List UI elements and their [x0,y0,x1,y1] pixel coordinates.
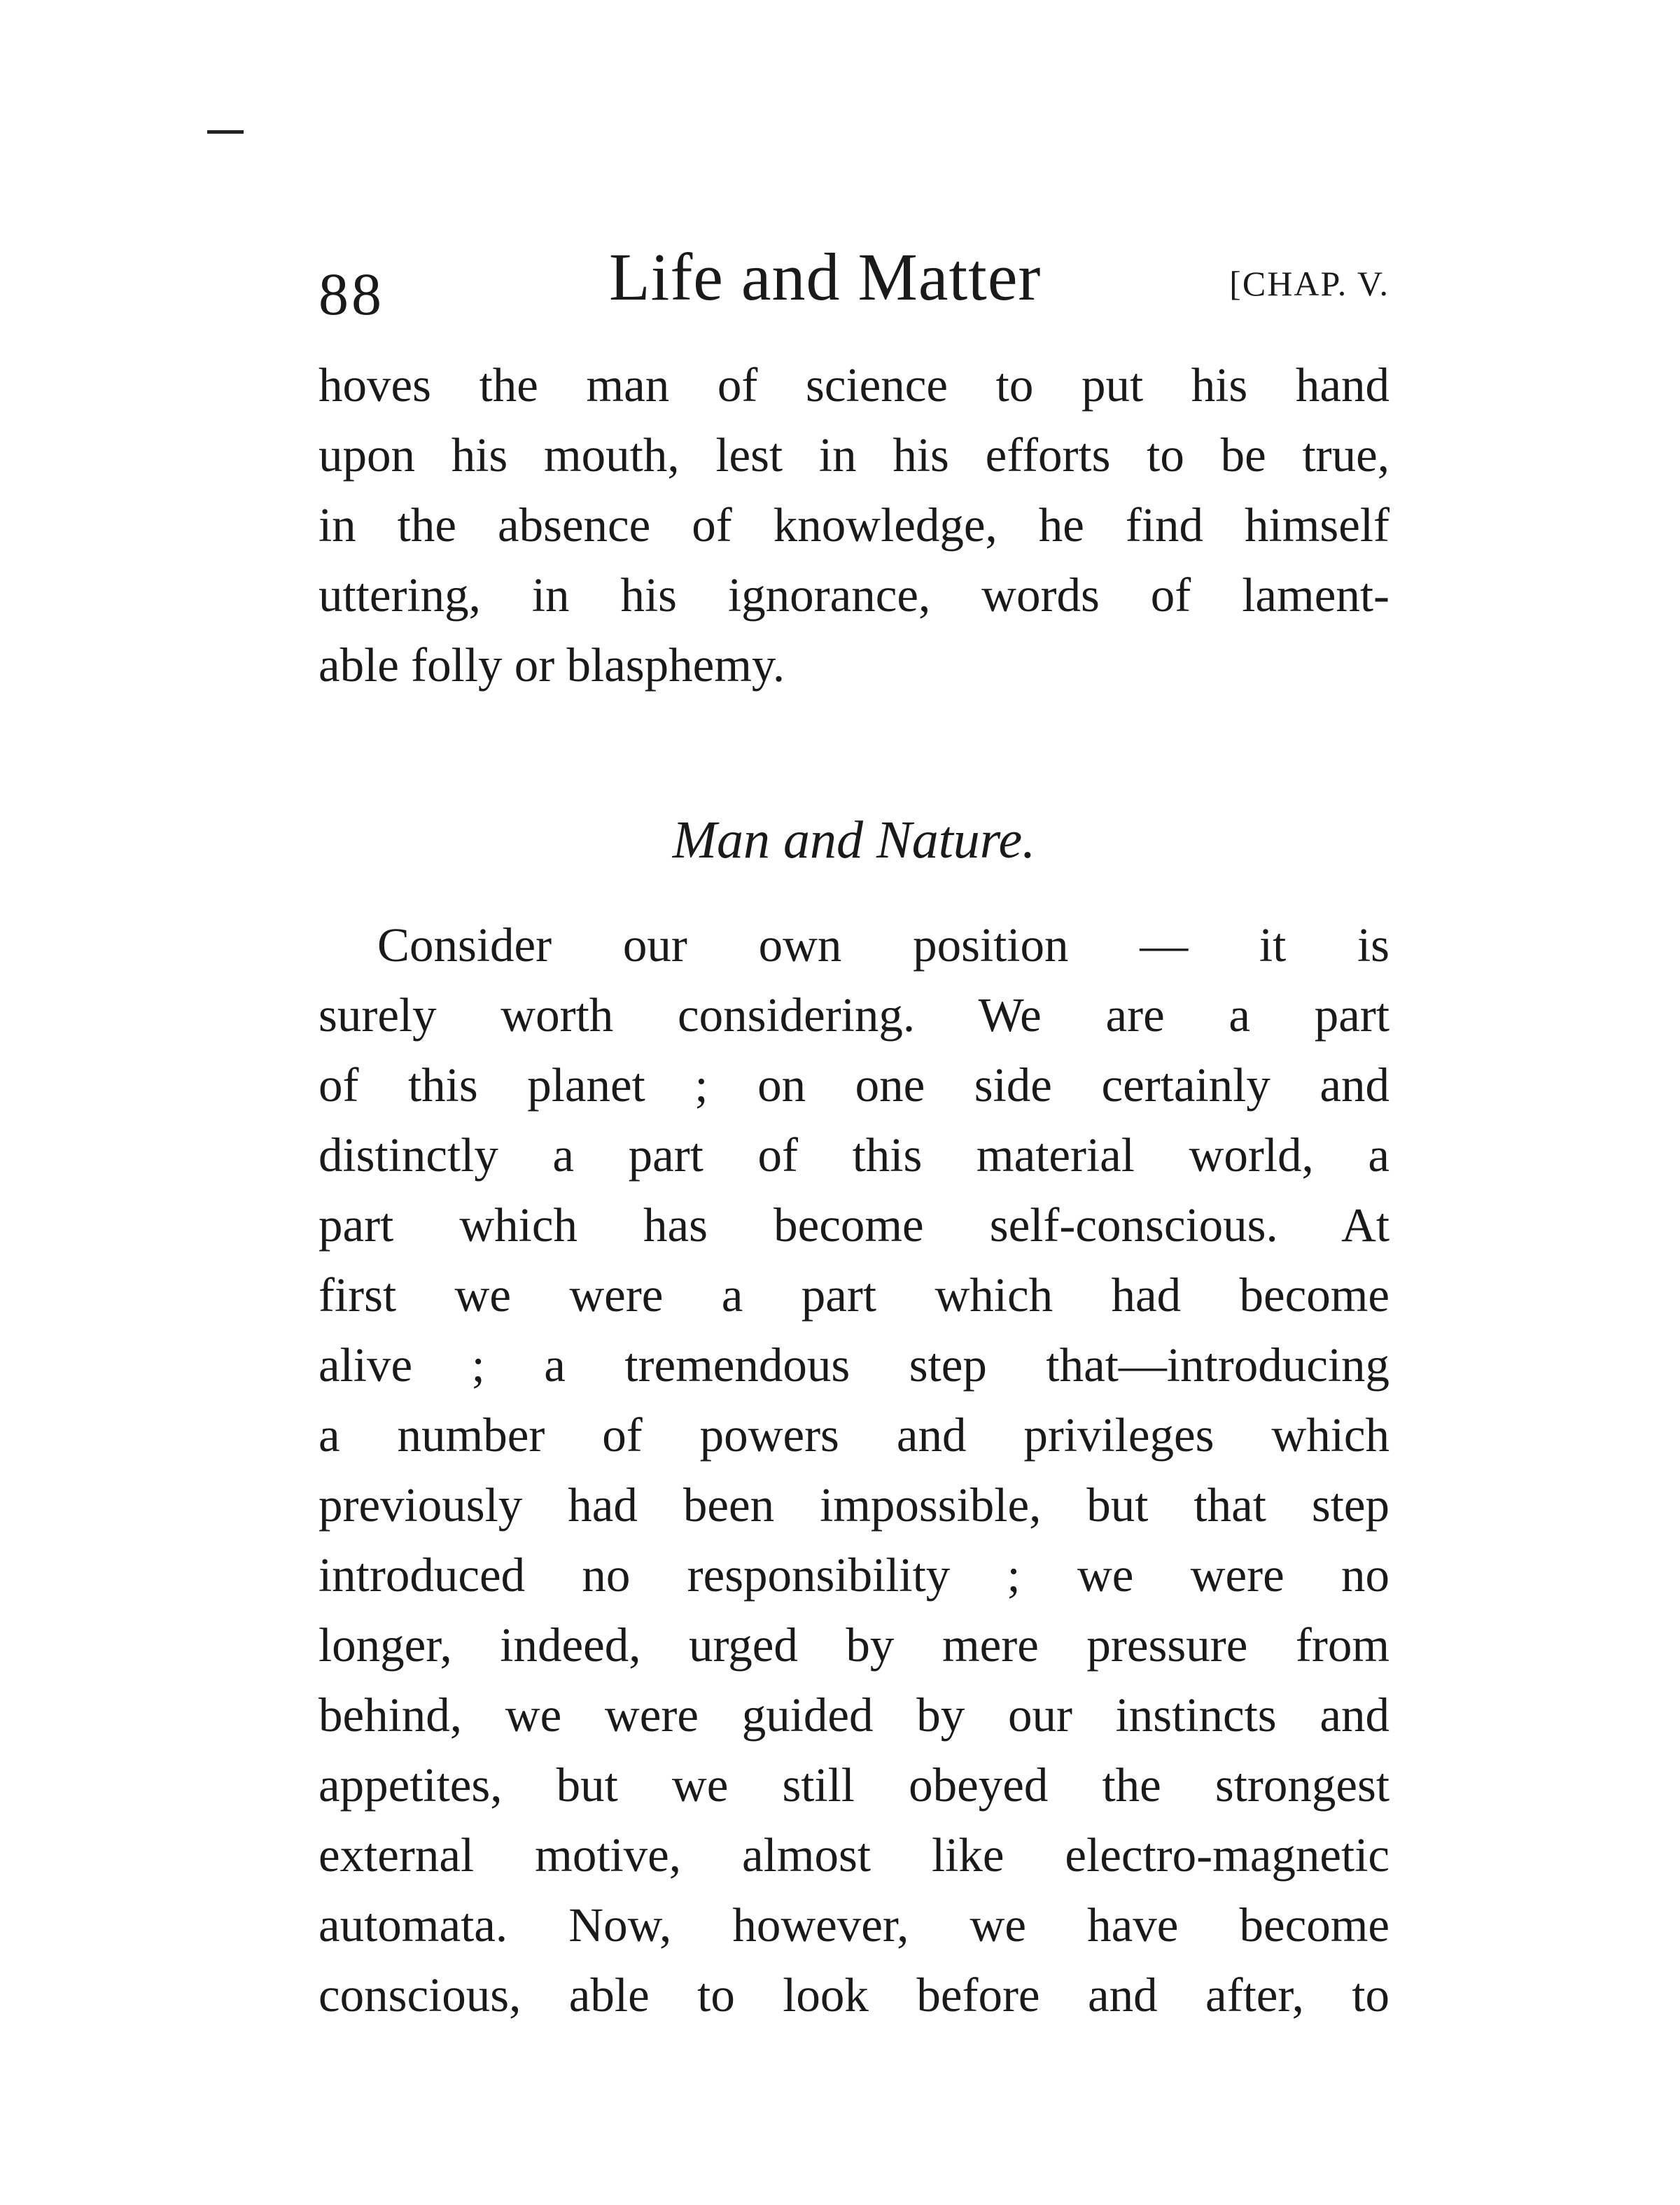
text-line: longer, indeed, urged by mere pressure from [318,1618,1390,1672]
text-line: part which has become self-conscious. At [318,1198,1390,1252]
text-line: Consider our own position — it is [377,918,1390,972]
text-line: behind, we were guided by our instincts and [318,1688,1390,1742]
text-line: upon his mouth, lest in his efforts to be true, [318,428,1390,482]
text-line: able folly or blasphemy. [318,638,785,692]
text-line: uttering, in his ignorance, words of lament- [318,568,1390,622]
page-header [318,231,1390,336]
running-title: Life and Matter [609,239,1042,314]
text-line: a number of powers and privileges which [318,1408,1390,1462]
text-line: conscious, able to look before and after, to [318,1968,1390,2022]
paragraph-body [318,910,1390,2030]
text-line: of this planet ; on one side certainly and [318,1058,1390,1112]
text-line: external motive, almost like electro-magnetic [318,1828,1390,1882]
text-line: introduced no responsibility ; we were no [318,1548,1390,1602]
page-number: 88 [318,260,384,328]
section-heading: Man and Nature. [672,811,1036,869]
stray-print-mark [207,130,244,134]
text-line: first we were a part which had become [318,1268,1390,1322]
text-line: appetites, but we still obeyed the strongest [318,1758,1390,1812]
text-line: previously had been impossible, but that step [318,1478,1390,1532]
text-line: in the absence of knowledge, he find himself [318,498,1390,552]
paragraph-continuation [318,350,1390,700]
text-line: alive ; a tremendous step that—introducing [318,1338,1390,1392]
text-line: hoves the man of science to put his hand [318,358,1390,412]
chapter-reference: [CHAP. V. [1229,264,1390,303]
text-line: distinctly a part of this material world, a [318,1128,1390,1182]
text-line: automata. Now, however, we have become [318,1898,1390,1952]
text-line: surely worth considering. We are a part [318,988,1390,1042]
